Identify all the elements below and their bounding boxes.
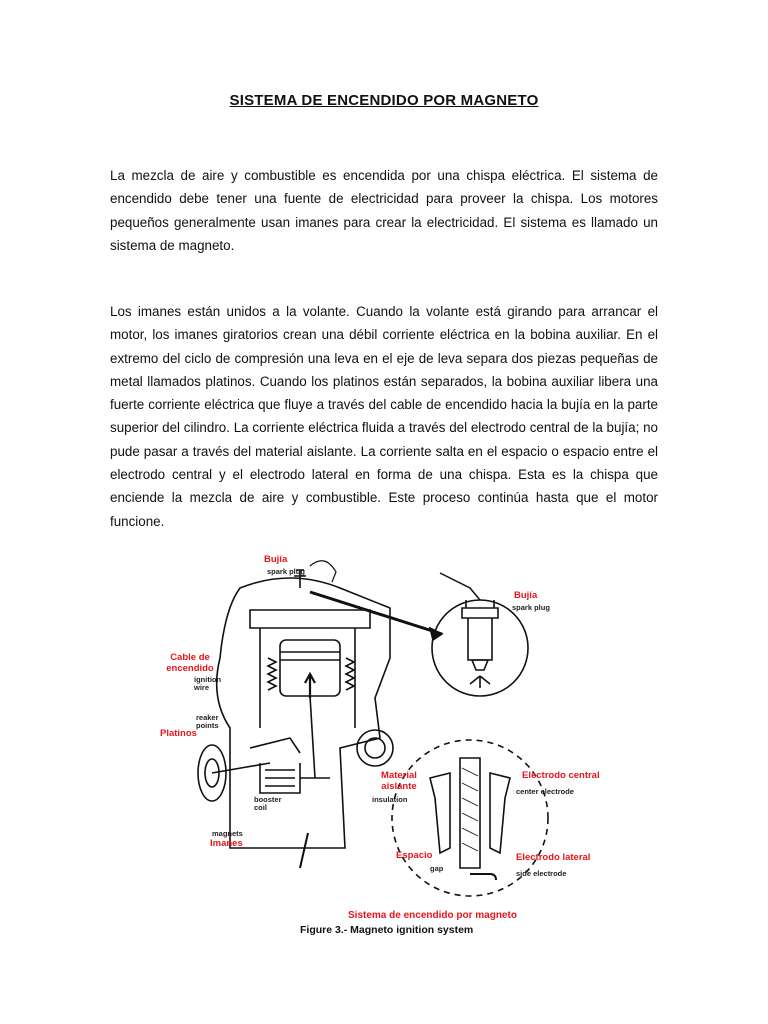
caption-english: Figure 3.- Magneto ignition system [300,924,474,936]
label-insulation: insulation [372,795,408,804]
label-center-electrode: center electrode [516,787,574,796]
label-platinos: Platinos [160,728,197,739]
page-title: SISTEMA DE ENCENDIDO POR MAGNETO [229,92,539,109]
label-ignition-wire: ignition wire [194,675,222,692]
paragraph-2: Los imanes están unidos a la volante. Cuando la volante está girando para arrancar el motor, los imanes giratorios crean una débil corriente eléctrica en la bobina auxiliar. En el extremo del ciclo de compresión una leva en el eje de leva separa dos piezas pequeñas de metal llamados platinos. Cuando los platinos están separados, la bobina auxiliar libera una fuerte corriente eléctrica que fluye a través del cable de encendido hacia la bujía en la parte superior del cilindro. La corriente eléctrica fluida a través del electrodo central de la bujía; no pude pasar a través del material aislante. La corriente salta en el espacio o espacio entre el electrodo central y el electrodo lateral en forma de una chispa. Esta es la chispa que enciende la mezcla de aire y combustible. Este proceso continúa hasta que el motor funcione. [110,304,658,529]
label-electrodo-central: Electrodo central [522,770,600,781]
label-side-electrode: side electrode [516,869,567,878]
label-imanes: Imanes [210,838,243,849]
label-booster-coil: booster coil [254,795,282,812]
caption-spanish: Sistema de encendido por magneto [348,910,517,921]
magneto-ignition-figure [150,548,600,948]
label-cable-encendido: Cable de encendido [166,652,214,674]
label-spark-plug-right: spark plug [512,603,550,612]
label-espacio: Espacio [396,850,433,861]
engine-illustration [150,548,550,948]
label-spark-plug-top: spark plug [267,567,305,576]
label-gap: gap [430,864,444,873]
label-magnets: magnets [212,829,243,838]
label-bujia-right: Bujía [514,590,538,601]
paragraph-1: La mezcla de aire y combustible es encendida por una chispa eléctrica. El sistema de encendido debe tener una fuente de electricidad para proveer la chispa. Los motores pequeños generalmente usan imanes para crear la electricidad. El sistema es llamado un sistema de magneto. [110,168,658,253]
label-material-aislante: Material aislante [381,770,417,792]
label-breaker-points: reaker points [196,713,219,730]
label-bujia-top: Bujía [264,554,288,565]
label-electrodo-lateral: Electrodo lateral [516,852,591,863]
